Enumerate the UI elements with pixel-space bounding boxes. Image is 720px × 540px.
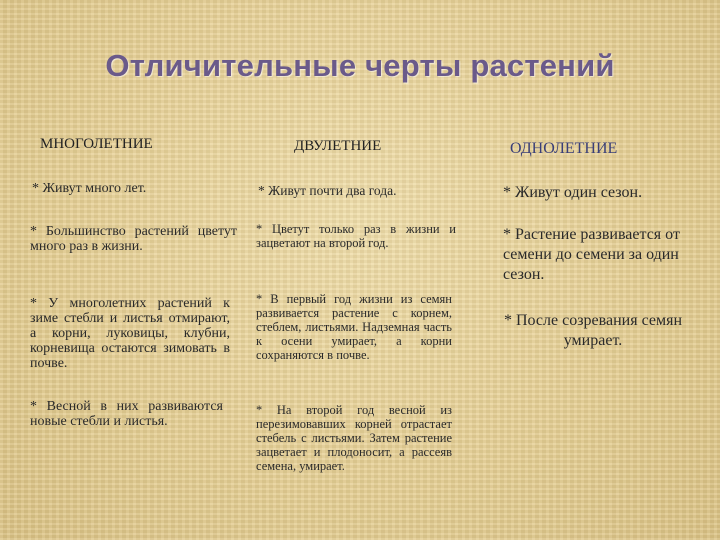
perennial-item-1: * Живут много лет. (32, 181, 147, 196)
annual-item-3: * После созревания семян умирает. (503, 312, 683, 349)
header-annual: ОДНОЛЕТНИЕ (510, 140, 618, 157)
annual-item-2: * Растение развивается от семени до семени за один сезон. (503, 226, 680, 283)
header-biennial: ДВУЛЕТНИЕ (294, 138, 382, 154)
biennial-item-4: * На второй год весной из перезимовавших корней отрастает стебель с листьями. Затем растение зацветает и плодоносит, а рассеяв семена, умирает. (256, 403, 452, 473)
perennial-item-3: * У многолетних растений к зиме стебли и листья отмирают, а корни, луковицы, клубни, корневища остаются зимовать в почве. (30, 296, 230, 371)
slide-title: Отличительные черты растений (105, 48, 615, 83)
biennial-item-1: * Живут почти два года. (258, 183, 397, 198)
header-perennial: МНОГОЛЕТНИЕ (40, 136, 153, 152)
perennial-item-2: * Большинство растений цветут много раз в жизни. (30, 224, 237, 254)
perennial-item-4: * Весной в них развиваются новые стебли и листья. (30, 399, 223, 429)
biennial-item-3: * В первый год жизни из семян развивается растение с корнем, стеблем, листьями. Надземная часть к осени умирает, а корни сохраняются в почве. (256, 292, 452, 362)
biennial-item-2: * Цветут только раз в жизни и зацветают на второй год. (256, 222, 456, 250)
annual-item-1: * Живут один сезон. (503, 184, 643, 201)
